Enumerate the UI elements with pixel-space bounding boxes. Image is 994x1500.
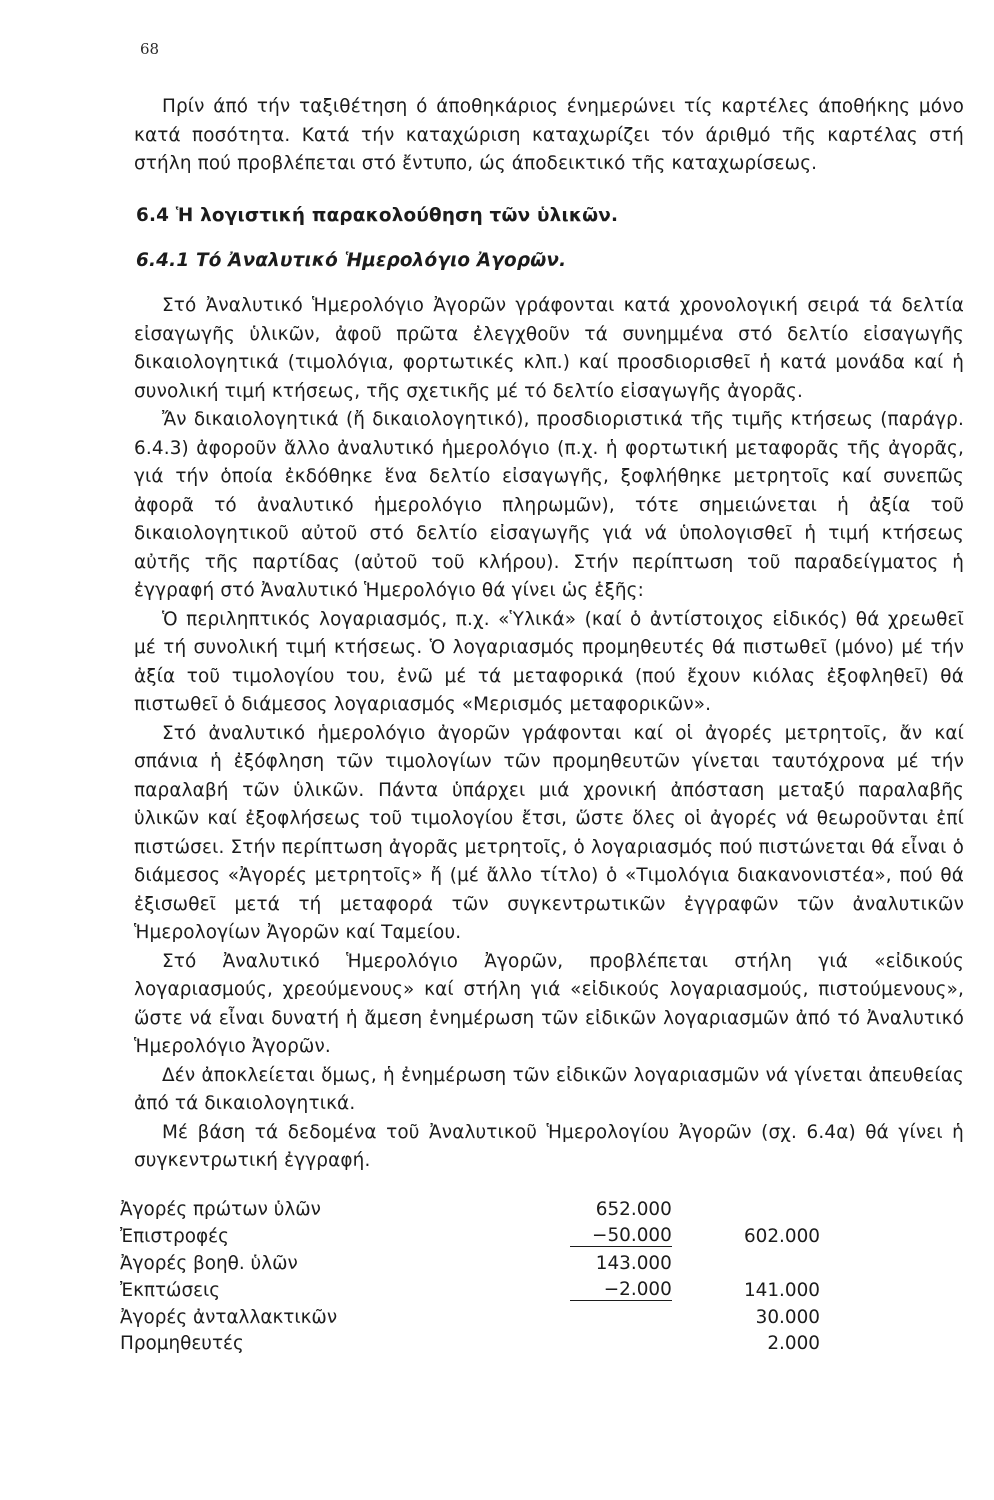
paragraph: Στό Ἀναλυτικό Ἡμερολόγιο Ἀγορῶν, προβλέπεται στήλη γιά «εἰδικούς λογαριασμούς, χρεούμενους» καί στήλη γιά «εἰδικούς λογαριασμούς, πιστούμενους», ὥστε νά εἶναι δυνατή ἡ ἄμεση ἐνημέρωση τῶν εἰδικῶν λογαριασμῶν ἀπό τό Ἀναλυτικό Ἡμερολόγιο Ἀγορῶν. bbox=[134, 950, 964, 1057]
journal-amount: −2.000 bbox=[570, 1274, 672, 1301]
journal-row bbox=[120, 1220, 820, 1247]
journal-amount: 652.000 bbox=[595, 1198, 672, 1220]
journal-label: Ἐκπτώσεις bbox=[120, 1279, 221, 1301]
main-text-block bbox=[134, 292, 964, 1176]
journal-total: 602.000 bbox=[743, 1225, 820, 1247]
subsection-heading: 6.4.1 Τό Ἀναλυτικό Ἡμερολόγιο Ἀγορῶν. bbox=[136, 250, 567, 271]
journal-amount: 143.000 bbox=[595, 1252, 672, 1274]
journal-amount bbox=[570, 1328, 672, 1355]
journal-row bbox=[120, 1274, 820, 1301]
journal-total: 141.000 bbox=[743, 1279, 820, 1301]
section-heading: 6.4 Ἡ λογιστική παρακολούθηση τῶν ὑλικῶν. bbox=[136, 205, 619, 226]
intro-block bbox=[134, 93, 964, 179]
paragraph: Στό ἀναλυτικό ἡμερολόγιο ἀγορῶν γράφονται καί οἱ ἀγορές μετρητοῖς, ἄν καί σπάνια ἡ ἐξόφληση τῶν τιμολογίων τῶν προμηθευτῶν γίνεται ταυτόχρονα μέ τήν παραλαβή τῶν ὑλικῶν. Πάντα ὑπάρχει μιά χρονική ἀπόσταση μεταξύ παραλαβῆς ὑλικῶν καί ἐξοφλήσεως τοῦ τιμολογίου ἔτσι, ὥστε ὅλες οἱ ἀγορές νά θεωροῦνται ἐπί πιστώσει. Στήν περίπτωση ἀγορᾶς μετρητοῖς, ὁ λογαριασμός πού πιστώνεται θά εἶναι ὁ διάμεσος «Ἀγορές μετρητοῖς» ἤ (μέ ἄλλο τίτλο) ὁ «Τιμολόγια διακανονιστέα», πού θά ἐξισωθεῖ μετά τή μεταφορά τῶν συγκεντρωτικῶν ἐγγραφῶν τῶν ἀναλυτικῶν Ἡμερολογίων Ἀγορῶν καί Ταμείου. bbox=[134, 722, 964, 943]
paragraph: Ἄν δικαιολογητικά (ἤ δικαιολογητικό), προσδιοριστικά τῆς τιμῆς κτήσεως (παράγρ. 6.4.3) ἀφοροῦν ἄλλο ἀναλυτικό ἡμερολόγιο (π.χ. ἡ φορτωτική μεταφορᾶς τῆς ἀγορᾶς, γιά τήν ὁποία ἐκδόθηκε ἕνα δελτίο εἰσαγωγῆς, ξοφλήθηκε μετρητοῖς καί συνεπῶς ἀφορᾶ τό ἀναλυτικό ἡμερολόγιο πληρωμῶν), τότε σημειώνεται ἡ ἀξία τοῦ δικαιολογητικοῦ αὐτοῦ στό δελτίο εἰσαγωγῆς γιά νά ὑπολογισθεῖ ἡ τιμή κτήσεως αὐτῆς τῆς παρτίδας (αὐτοῦ τοῦ κλήρου). Στήν περίπτωση τοῦ παραδείγματος ἡ ἐγγραφή στό Ἀναλυτικό Ἡμερολόγιο θά γίνει ὡς ἑξῆς: bbox=[134, 409, 964, 601]
journal-row bbox=[120, 1247, 820, 1274]
journal-entry-table bbox=[120, 1193, 820, 1354]
journal-total bbox=[672, 1193, 820, 1220]
journal-label: Ἀγορές ἀνταλλακτικῶν bbox=[120, 1306, 338, 1328]
journal-label: Προμηθευτές bbox=[120, 1333, 244, 1354]
journal-amount bbox=[570, 1301, 672, 1328]
journal-label: Ἀγορές βοηθ. ὑλῶν bbox=[120, 1252, 298, 1274]
paragraph: Ὁ περιληπτικός λογαριασμός, π.χ. «Ὑλικά» (καί ὁ ἀντίστοιχος εἰδικός) θά χρεωθεῖ μέ τή συνολική τιμή κτήσεως. Ὁ λογαριασμός προμηθευτές θά πιστωθεῖ (μόνο) μέ τήν ἀξία τοῦ τιμολογίου του, ἐνῶ μέ τά μεταφορικά (πού ἔχουν κιόλας ἐξοφληθεῖ) θά πιστωθεῖ ὁ διάμεσος λογαριασμός «Μερισμός μεταφορικῶν». bbox=[134, 608, 964, 715]
journal-total: 2.000 bbox=[767, 1333, 820, 1354]
journal-total bbox=[672, 1247, 820, 1274]
intro-paragraph: Πρίν άπό τήν ταξιθέτηση ό άποθηκάριος ένημερώνει τίς καρτέλες άποθήκης μόνο κατά ποσότητα. Κατά τήν καταχώριση καταχωρίζει τόν άριθμό τῆς καρτέλας στή στήλη πού προβλέπεται στό ἔντυπο, ώς άποδεικτικό τῆς καταχωρίσεως. bbox=[134, 96, 964, 174]
journal-row bbox=[120, 1193, 820, 1220]
page-number: 68 bbox=[140, 40, 160, 58]
journal-total: 30.000 bbox=[755, 1306, 820, 1328]
journal-label: Ἀγορές πρώτων ὑλῶν bbox=[120, 1198, 321, 1220]
journal-row bbox=[120, 1328, 820, 1355]
journal-row bbox=[120, 1301, 820, 1328]
paragraph: Δέν ἀποκλείεται ὅμως, ἡ ἐνημέρωση τῶν εἰδικῶν λογαριασμῶν νά γίνεται ἀπευθείας ἀπό τά δικαιολογητικά. bbox=[134, 1064, 964, 1114]
paragraph: Στό Ἀναλυτικό Ἡμερολόγιο Ἀγορῶν γράφονται κατά χρονολογική σειρά τά δελτία εἰσαγωγῆς ὑλικῶν, ἀφοῦ πρῶτα ἐλεγχθοῦν τά συνημμένα στό δελτίο εἰσαγωγῆς δικαιολογητικά (τιμολόγια, φορτωτικές κλπ.) καί προσδιορισθεῖ ἡ κατά μονάδα καί ἡ συνολική τιμή κτήσεως, τῆς σχετικῆς μέ τό δελτίο εἰσαγωγῆς ἀγορᾶς. bbox=[134, 295, 964, 402]
paragraph: Μέ βάση τά δεδομένα τοῦ Ἀναλυτικοῦ Ἡμερολογίου Ἀγορῶν (σχ. 6.4α) θά γίνει ἡ συγκεντρωτική ἐγγραφή. bbox=[134, 1121, 964, 1171]
journal-amount: −50.000 bbox=[570, 1220, 672, 1247]
journal-label: Ἐπιστροφές bbox=[120, 1225, 229, 1247]
